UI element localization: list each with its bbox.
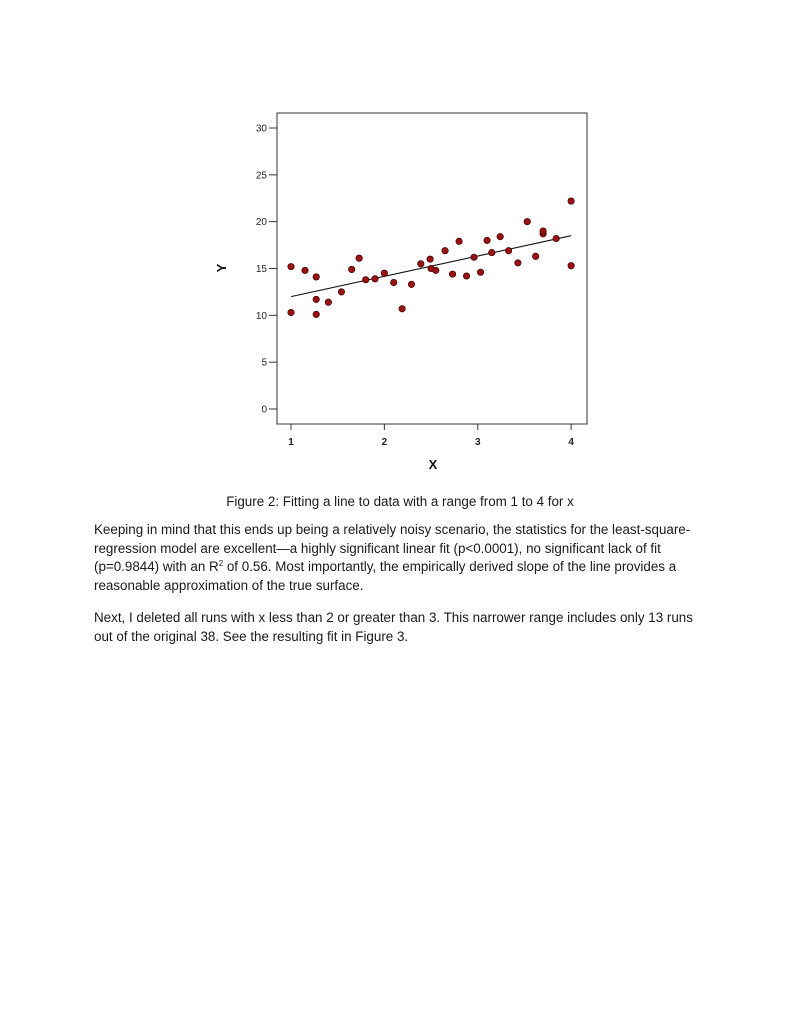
data-point	[348, 266, 354, 272]
x-tick-label: 4	[568, 437, 574, 448]
data-point	[553, 235, 559, 241]
data-point	[568, 198, 574, 204]
y-axis-title: Y	[214, 263, 229, 273]
data-point	[515, 260, 521, 266]
data-point	[497, 233, 503, 239]
para1-text-start: Keeping in mind that this ends up being a relatively noisy scenario, the statistics for the least-square-regression model are excellent—a highly significant linear fit (p<0.0001), no significant lack of fit (p=0.9844) with an R	[94, 522, 691, 574]
data-point	[381, 270, 387, 276]
data-point	[505, 248, 511, 254]
data-point	[484, 237, 490, 243]
data-point	[477, 269, 483, 275]
body-paragraph-2: Next, I deleted all runs with x less than 2 or greater than 3. This narrower range includes only 13 runs out of the original 38. See the resulting fit in Figure 3.	[94, 610, 693, 644]
x-tick-label: 1	[288, 437, 294, 448]
x-axis	[288, 424, 574, 448]
y-tick-label: 25	[255, 170, 267, 182]
data-point	[399, 306, 405, 312]
y-tick-label: 15	[255, 264, 267, 275]
data-point	[463, 273, 469, 279]
data-point	[288, 309, 294, 315]
y-tick-label: 5	[261, 357, 267, 369]
data-point	[356, 255, 362, 261]
data-point	[456, 238, 462, 244]
y-tick-label: 30	[255, 123, 267, 135]
y-tick-label: 20	[255, 217, 267, 229]
data-point	[449, 271, 455, 277]
data-point	[471, 254, 477, 260]
data-point	[302, 267, 308, 273]
data-point	[325, 299, 331, 305]
y-tick-label: 0	[261, 404, 267, 416]
x-tick-label: 3	[474, 437, 481, 448]
data-point	[524, 218, 530, 224]
scatter-plot-figure	[0, 0, 800, 490]
data-point	[288, 263, 294, 269]
data-point	[408, 281, 414, 287]
data-point	[372, 276, 378, 282]
data-point	[433, 267, 439, 273]
data-point	[313, 311, 319, 317]
data-point	[313, 296, 319, 302]
r-squared-superscript: 2	[218, 559, 224, 568]
figure-caption: Figure 2: Fitting a line to data with a range from 1 to 4 for x	[226, 494, 574, 509]
para1-text-end: of 0.56. Most importantly, the empirically derived slope of the line provides a reasonable approximation of the true surface.	[94, 559, 677, 593]
data-point	[313, 274, 319, 280]
data-point	[540, 228, 546, 234]
data-point	[363, 277, 369, 283]
y-axis	[256, 123, 277, 415]
data-point	[338, 289, 344, 295]
y-tick-label: 10	[255, 310, 267, 322]
data-point	[427, 256, 433, 262]
data-point	[568, 262, 574, 268]
body-paragraph-1	[94, 521, 709, 595]
data-point	[391, 279, 397, 285]
data-point	[489, 249, 495, 255]
data-point	[532, 253, 538, 259]
data-point	[442, 248, 448, 254]
data-points	[288, 198, 575, 318]
x-tick-label: 2	[381, 437, 388, 448]
x-axis-title: X	[428, 457, 438, 472]
data-point	[418, 261, 424, 267]
